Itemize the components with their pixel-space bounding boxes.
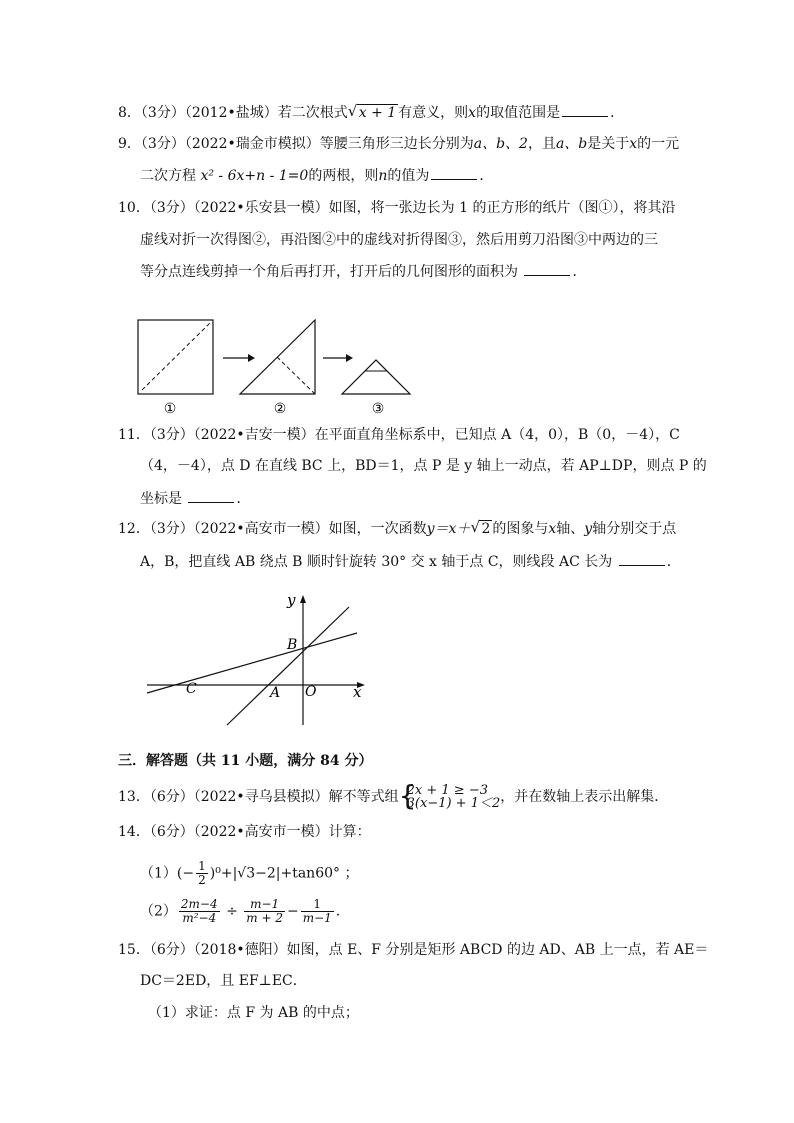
question-15-line2: DC＝2ED，且 EF⊥EC． (140, 973, 307, 989)
question-9-line2: 二次方程 x² - 6x+n - 1=0的两根，则n的值为 ． (140, 168, 494, 184)
y-axis-arrow (300, 595, 306, 603)
answer-blank[interactable] (431, 166, 477, 180)
label-b: B (287, 637, 298, 653)
question-15-part1: （1）求证：点 F 为 AB 的中点； (148, 1005, 359, 1021)
coordinate-graph (135, 585, 375, 735)
label-x: x (353, 683, 362, 701)
question-13: 13．（6分）（2022•寻乌县模拟）解不等式组 { 2x + 1 ≥ −3 3(x−1) + 1＜2 ，并在数轴上表示出解集． (118, 779, 669, 812)
equation: x² - 6x+n - 1=0 (200, 168, 309, 184)
fig-label-1: ① (163, 401, 177, 417)
question-10: 10．（3分）（2022•乐安县一模）如图，将一张边长为 1 的正方形的纸片（图①），将其沿 (118, 200, 676, 216)
arrow-1-head (248, 354, 255, 362)
line-bc (147, 633, 357, 693)
question-14-part2: （2） $\frac{2m-4}{\text{m²−4}}$ ÷ $\frac{m-1}{m + 2}$ − $\frac{1}{m-1}$ . (140, 897, 341, 925)
paper-fold-figure (130, 310, 430, 420)
fold-line-2 (277, 357, 315, 394)
question-10-line3: 等分点连线剪掉一个角后再打开，打开后的几何图形的面积为 ． (140, 264, 587, 280)
section-title: 三．解答题（共 11 小题，满分 84 分） (118, 753, 373, 769)
sqrt-expression: √ x + 1 (347, 102, 397, 121)
fig-label-3: ③ (371, 401, 385, 417)
triangle-figure-3 (342, 360, 410, 394)
fold-diagonal (142, 323, 210, 390)
inequality-system: { 2x + 1 ≥ −3 3(x−1) + 1＜2 (398, 779, 501, 812)
question-11-line2: （4，－4），点 D 在直线 BC 上，BD＝1，点 P 是 y 轴上一动点，若 AP⊥DP，则点 P 的 (140, 458, 707, 474)
question-9: 9．（3分）（2022•瑞金市模拟）等腰三角形三边长分别为a、b、2，且a、b是关于x的一元 (118, 136, 680, 152)
question-14: 14．（6分）（2022•高安市一模）计算： (118, 824, 371, 840)
question-12-line2: A，B，把直线 AB 绕点 B 顺时针旋转 30° 交 x 轴于点 C，则线段 AC 长为 ． (140, 554, 681, 570)
question-15: 15．（6分）（2018•德阳）如图，点 E、F 分别是矩形 ABCD 的边 AD、AB 上一点，若 AE＝ (118, 942, 709, 958)
question-14-part1: （1）(− $\frac{1}{2}$ )⁰+|√3−2|+tan60° ； (140, 859, 359, 887)
question-11-line3: 坐标是 ． (140, 491, 251, 507)
label-a: A (270, 685, 281, 701)
answer-blank[interactable] (562, 103, 608, 117)
label-c: C (186, 681, 197, 697)
answer-blank[interactable] (619, 552, 665, 566)
question-10-line2: 虚线对折一次得图②，再沿图②中的虚线对折得图③，然后用剪刀沿图③中两边的三 (140, 232, 658, 248)
line-ab (227, 607, 349, 725)
label-o: O (305, 684, 317, 700)
answer-blank[interactable] (188, 489, 234, 503)
arrow-2-head (346, 354, 353, 362)
question-8: 8．（3分）（2012•盐城）若二次根式 √ x + 1 有意义，则x的取值范围是 ． (118, 102, 625, 121)
fig-label-2: ② (273, 401, 287, 417)
question-12: 12．（3分）（2022•高安市一模）如图，一次函数y＝x＋ √ 2 的图象与x轴、y轴分别交于点 (118, 518, 677, 537)
answer-blank[interactable] (524, 262, 570, 276)
question-11: 11．（3分）（2022•吉安一模）在平面直角坐标系中，已知点 A（4，0），B（0，－4），C (118, 427, 680, 443)
label-y: y (287, 591, 296, 609)
